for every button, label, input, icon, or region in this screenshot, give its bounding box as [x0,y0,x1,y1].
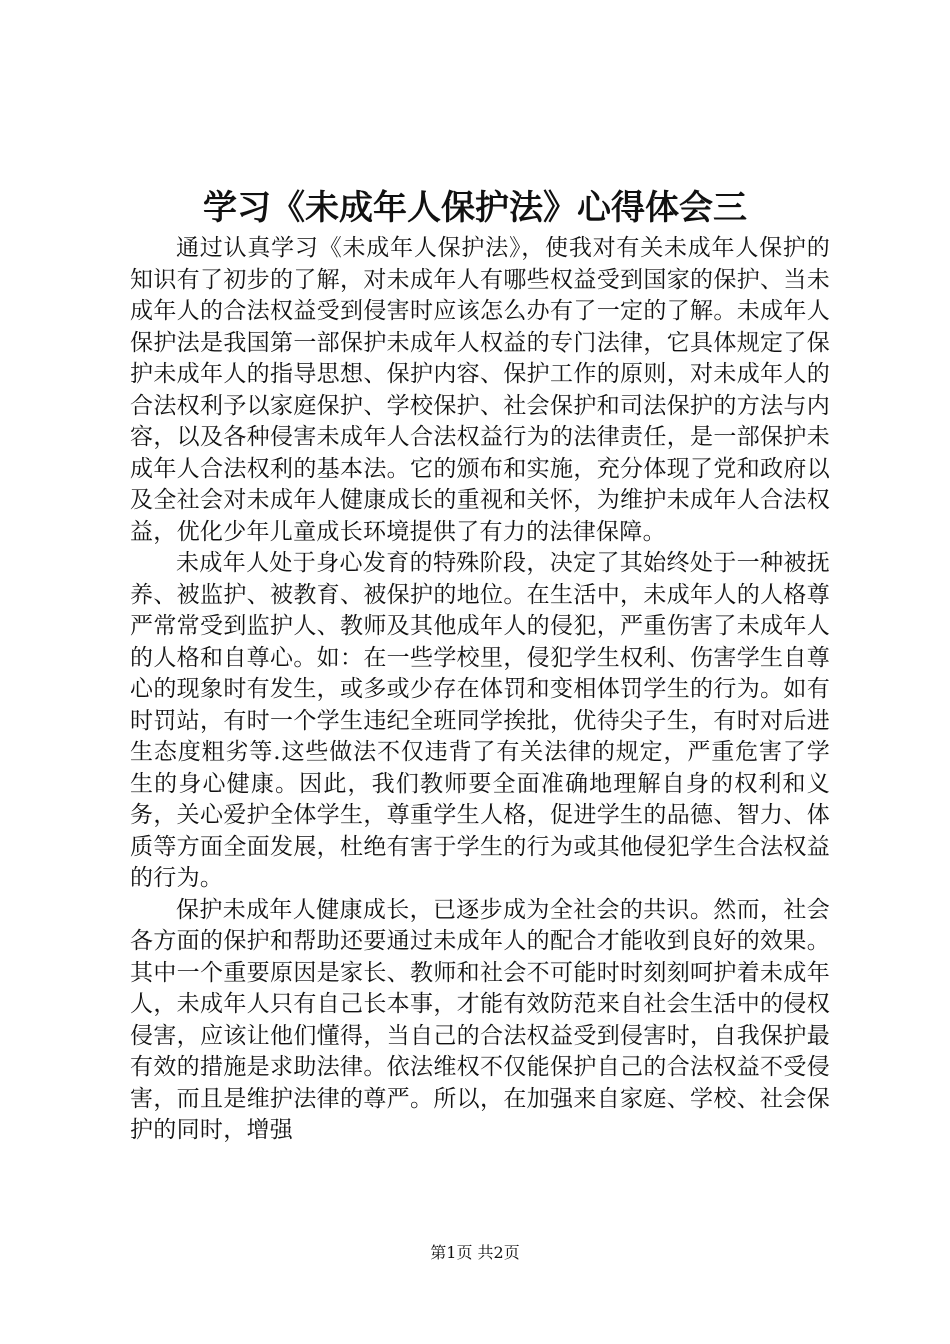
paragraph-3: 保护未成年人健康成长，已逐步成为全社会的共识。然而，社会各方面的保护和帮助还要通过未成年人的配合才能收到良好的效果。其中一个重要原因是家长、教师和社会不可能时时刻刻呵护着未成年人，未成年人只有自己长本事，才能有效防范来自社会生活中的侵权侵害，应该让他们懂得，当自己的合法权益受到侵害时，自我保护最有效的措施是求助法律。依法维权不仅能保护自己的合法权益不受侵害，而且是维护法律的尊严。所以，在加强来自家庭、学校、社会保护的同时，增强 [130,896,830,1143]
page-number: 第1页 [430,1243,473,1262]
page-footer [0,1242,950,1264]
paragraph-2: 未成年人处于身心发育的特殊阶段，决定了其始终处于一种被抚养、被监护、被教育、被保护的地位。在生活中，未成年人的人格尊严常常受到监护人、教师及其他成年人的侵犯，严重伤害了未成年人的人格和自尊心。如：在一些学校里，侵犯学生权利、伤害学生自尊心的现象时有发生，或多或少存在体罚和变相体罚学生的行为。如有时罚站，有时一个学生违纪全班同学挨批，优待尖子生，有时对后进生态度粗劣等.这些做法不仅违背了有关法律的规定，严重危害了学生的身心健康。因此，我们教师要全面准确地理解自身的权利和义务，关心爱护全体学生，尊重学生人格，促进学生的品德、智力、体质等方面全面发展，杜绝有害于学生的行为或其他侵犯学生合法权益的行为。 [130,550,830,891]
paragraph-1: 通过认真学习《未成年人保护法》，使我对有关未成年人保护的知识有了初步的了解，对未成年人有哪些权益受到国家的保护、当未成年人的合法权益受到侵害时应该怎么办有了一定的了解。未成年人保护法是我国第一部保护未成年人权益的专门法律，它具体规定了保护未成年人的指导思想、保护内容、保护工作的原则，对未成年人的合法权利予以家庭保护、学校保护、社会保护和司法保护的方法与内容，以及各种侵害未成年人合法权益行为的法律责任，是一部保护未成年人合法权利的基本法。它的颁布和实施，充分体现了党和政府以及全社会对未成年人健康成长的重视和关怀，为维护未成年人合法权益，优化少年儿童成长环境提供了有力的法律保障。 [130,235,830,545]
document-body [130,233,830,1147]
page-total: 共2页 [477,1243,520,1262]
document-title: 学习《未成年人保护法》心得体会三 [203,188,747,228]
